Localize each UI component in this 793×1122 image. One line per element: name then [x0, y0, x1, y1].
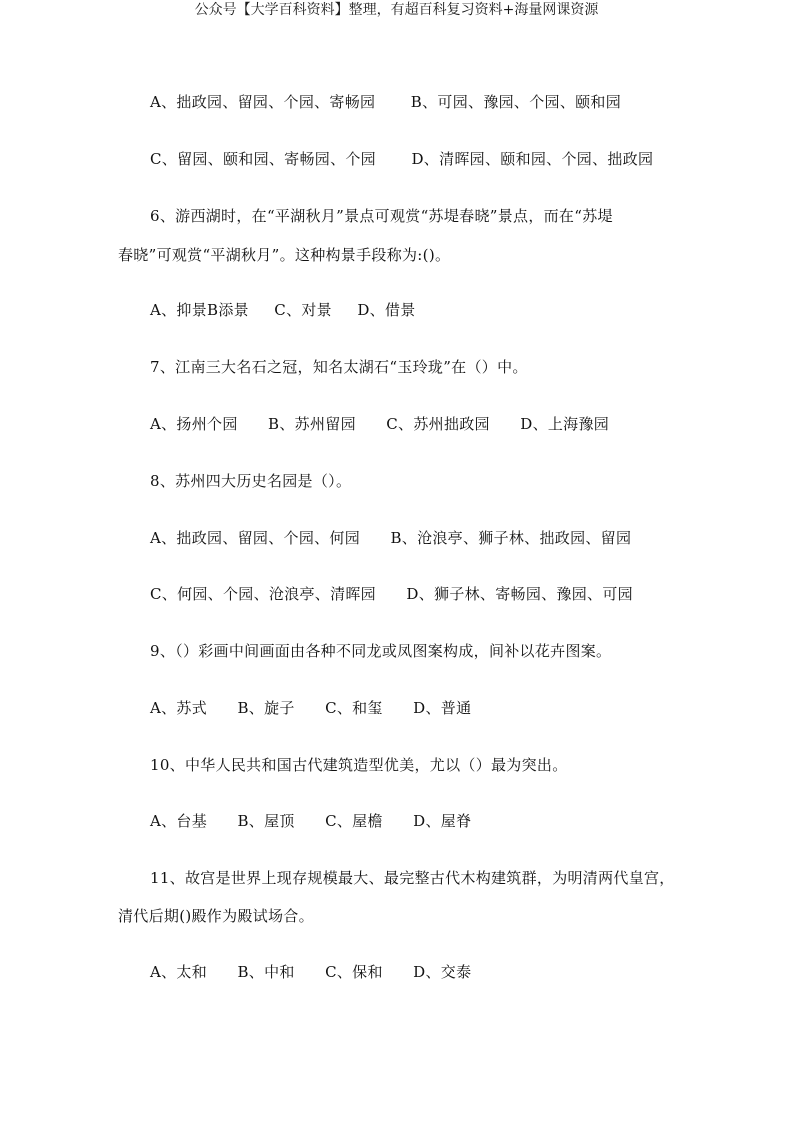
q7-question: 7、江南三大名石之冠，知名太湖石“玉玲珑”在（）中。	[150, 358, 528, 376]
q11-options: A、太和 B、中和 C、保和 D、交泰	[150, 963, 472, 981]
q8-options-ab: A、拙政园、留园、个园、何园 B、沧浪亭、狮子林、拙政园、留园	[150, 529, 632, 547]
q5-options-ab: A、拙政园、留园、个园、寄畅园 B、可园、豫园、个园、颐和园	[150, 93, 622, 111]
q11-question-line2: 清代后期()殿作为殿试场合。	[118, 907, 314, 925]
q8-question: 8、苏州四大历史名园是（）。	[150, 472, 352, 490]
q6-options: A、抑景B添景 C、对景 D、借景	[150, 301, 416, 319]
page-header: 公众号【大学百科资料】整理，有超百科复习资料+海量网课资源	[194, 2, 599, 18]
q5-options-cd: C、留园、颐和园、寄畅园、个园 D、清晖园、颐和园、个园、拙政园	[150, 150, 654, 168]
q8-options-cd: C、何园、个园、沧浪亭、清晖园 D、狮子林、寄畅园、豫园、可园	[150, 585, 633, 603]
q10-question: 10、中华人民共和国古代建筑造型优美，尤以（）最为突出。	[150, 756, 568, 774]
q7-options: A、扬州个园 B、苏州留园 C、苏州拙政园 D、上海豫园	[150, 415, 610, 433]
q11-question-line1: 11、故宫是世界上现存规模最大、最完整古代木构建筑群，为明清两代皇宫，	[150, 869, 675, 887]
q10-options: A、台基 B、屋顶 C、屋檐 D、屋脊	[150, 812, 472, 830]
q6-question-line1: 6、游西湖时，在“平湖秋月”景点可观赏“苏堤春晓”景点，而在“苏堤	[150, 207, 613, 225]
q6-question-line2: 春晓”可观赏“平湖秋月”。这种构景手段称为:()。	[118, 246, 451, 264]
q9-question: 9、（）彩画中间画面由各种不同龙或凤图案构成，间补以花卉图案。	[150, 642, 612, 660]
q9-options: A、苏式 B、旋子 C、和玺 D、普通	[150, 699, 472, 717]
